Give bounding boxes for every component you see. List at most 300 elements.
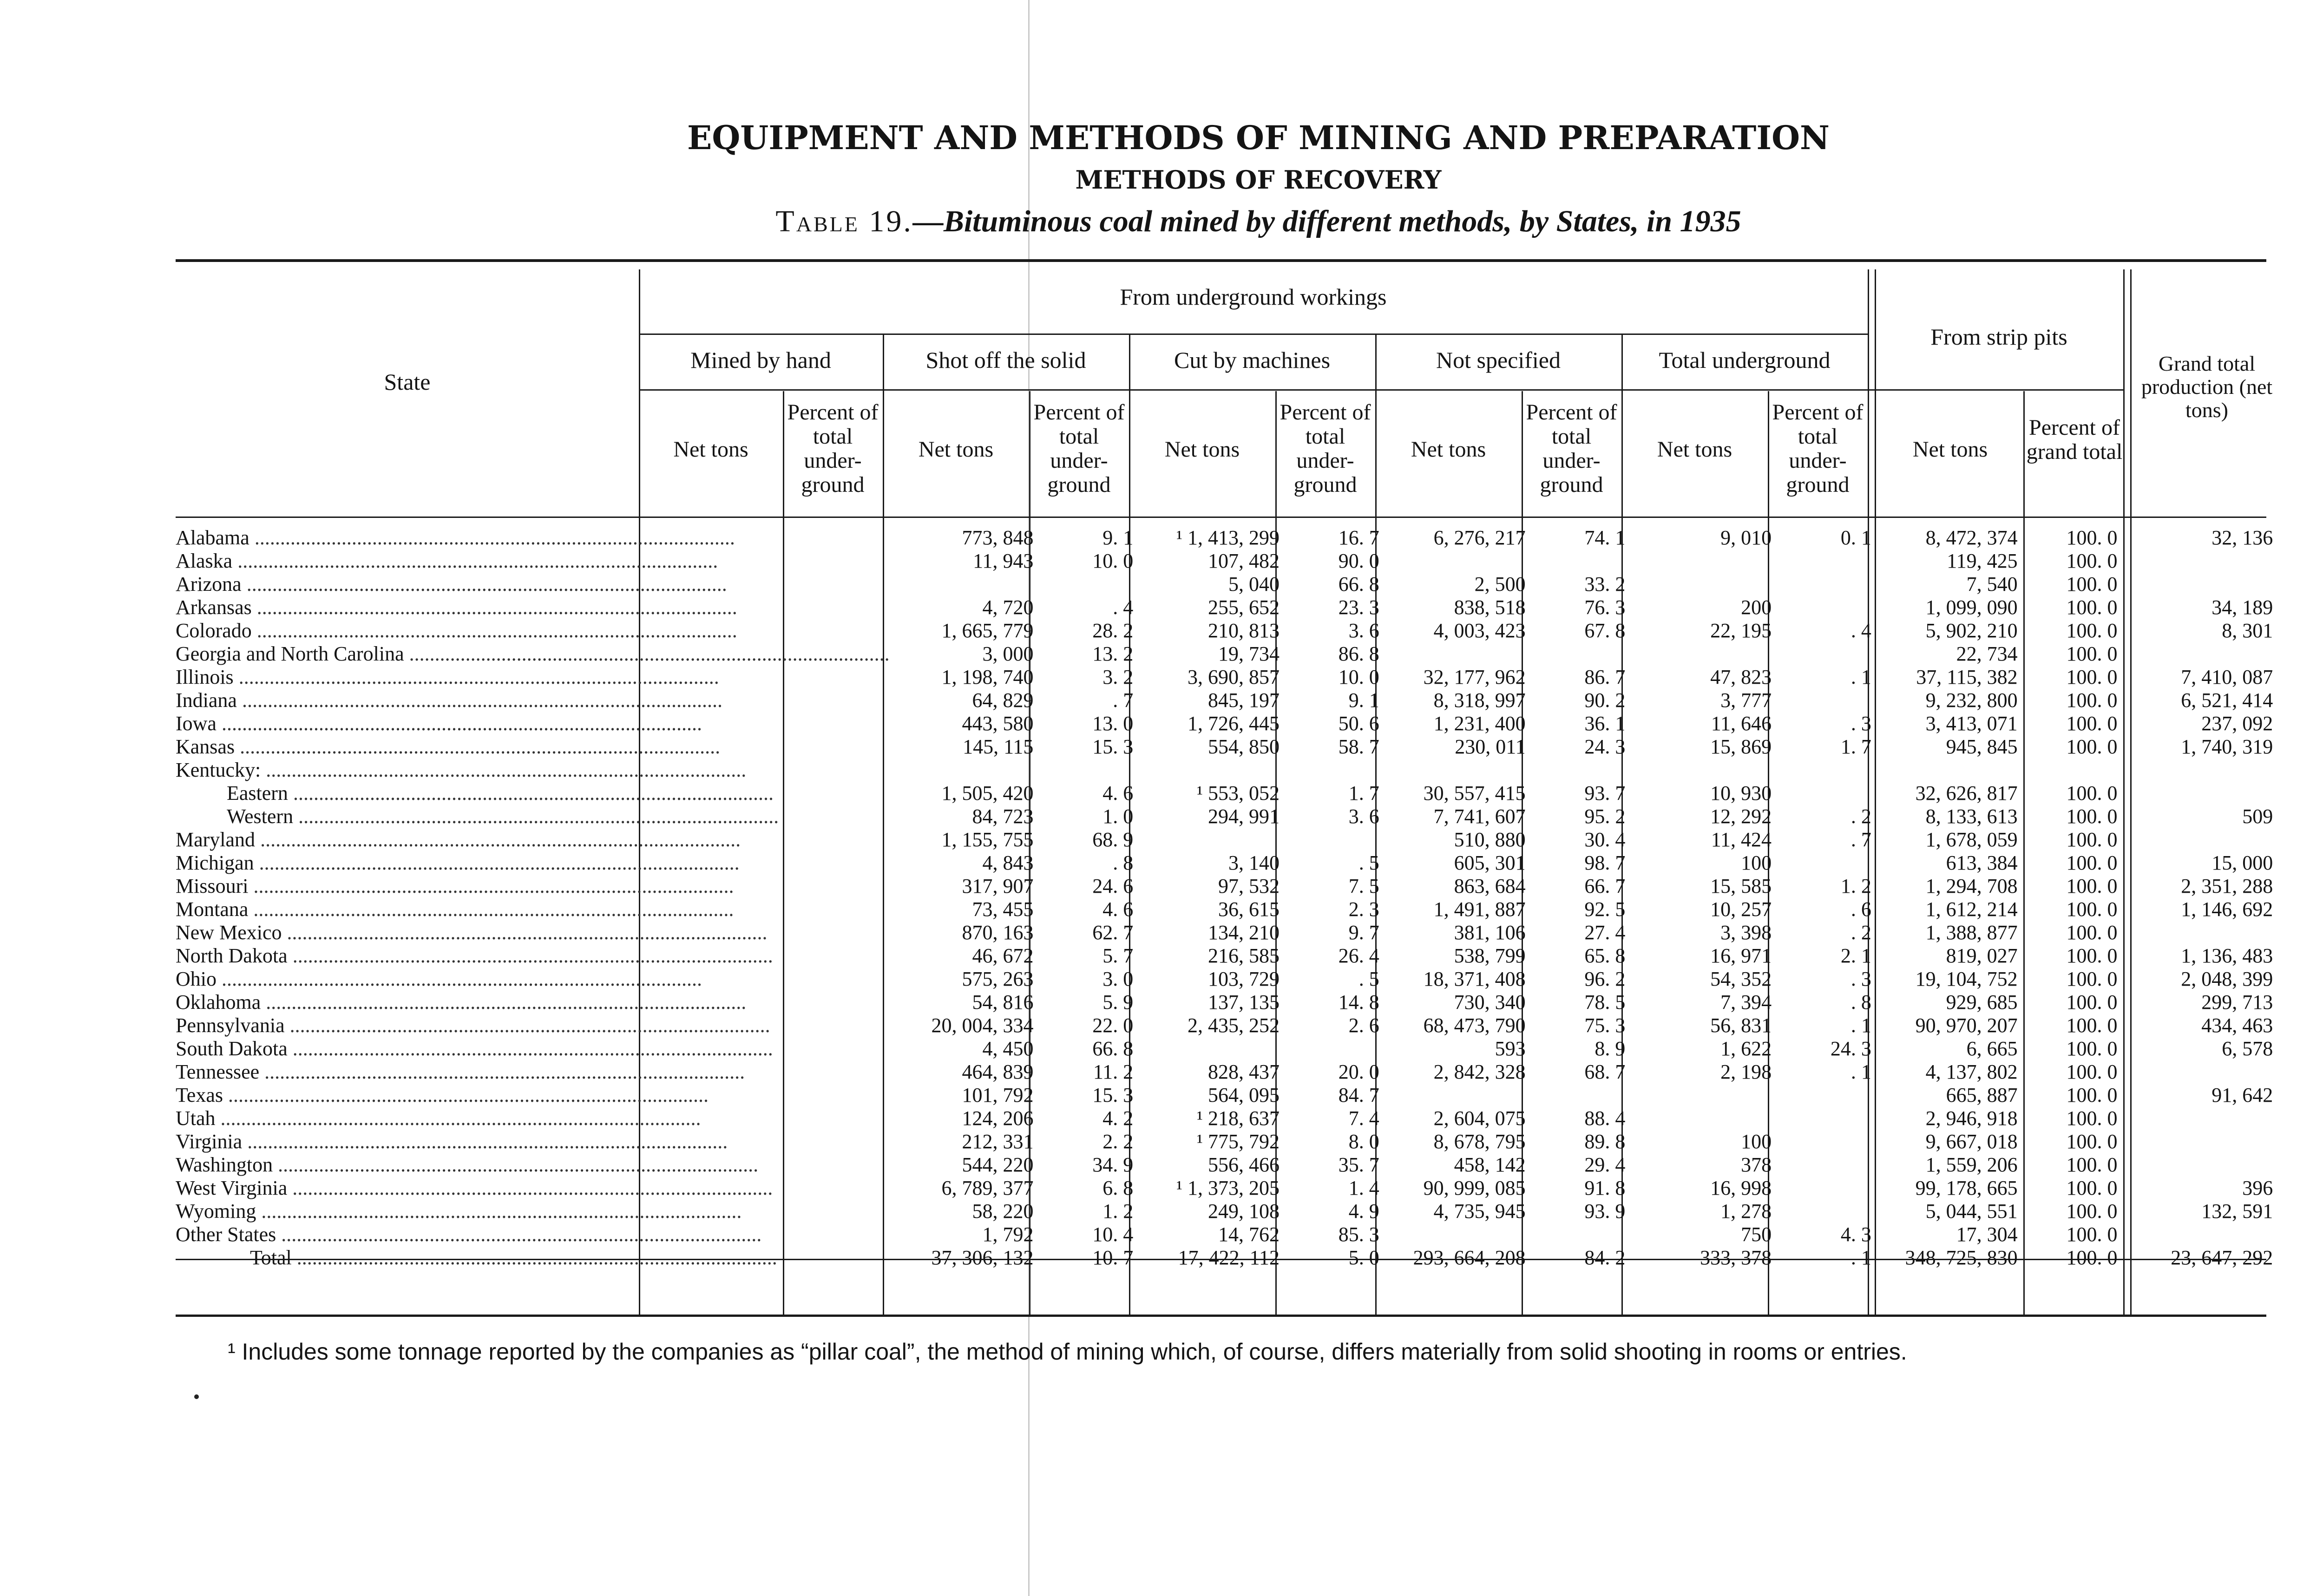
table-row	[176, 619, 2323, 642]
state-name-cell	[176, 944, 890, 968]
table-row	[176, 851, 2323, 875]
table-row	[176, 1223, 2323, 1246]
tons-cell: 1, 726, 445	[1188, 712, 1280, 735]
percent-cell: . 4	[1113, 596, 1134, 619]
tons-cell: 544, 220	[962, 1153, 1034, 1176]
tons-cell: 5, 044, 551	[1925, 1200, 2018, 1223]
tons-cell: 1, 388, 877	[1925, 921, 2018, 944]
tons-cell: 30, 557, 415	[1423, 782, 1526, 805]
percent-cell: 2. 2	[1102, 1130, 1134, 1153]
page-subheading: METHODS OF RECOVERY	[1075, 165, 1442, 195]
table-row	[176, 1153, 2323, 1177]
tons-cell: 11, 424	[1711, 828, 1772, 851]
state-name: Texas	[176, 1084, 223, 1106]
percent-cell: 11. 2	[1093, 1060, 1134, 1083]
percent-cell: 8. 0	[1348, 1130, 1379, 1153]
tons-cell: 2, 351, 288	[2181, 875, 2273, 897]
percent-cell	[1526, 759, 1626, 782]
percent-cell	[1772, 549, 1871, 573]
percent-cell	[1033, 759, 1133, 782]
percent-cell	[2273, 944, 2323, 968]
tons-cell	[1625, 1084, 1772, 1107]
leader-dots: ..............................................................................................	[291, 1246, 777, 1269]
tons-cell: 8, 318, 997	[1433, 689, 1526, 712]
percent-cell: 9. 7	[1348, 921, 1379, 944]
leader-dots: ..............................................................................................	[261, 759, 747, 781]
table-row	[176, 828, 2323, 851]
tons-cell: 255, 652	[1208, 596, 1280, 619]
state-name-cell	[176, 526, 890, 549]
tons-cell: 46, 672	[972, 944, 1034, 967]
tons-cell: 20, 004, 334	[931, 1014, 1034, 1037]
tons-cell: 107, 482	[1208, 549, 1280, 572]
state-name: Western	[227, 805, 294, 828]
percent-cell: 5. 7	[1102, 944, 1134, 967]
percent-cell: . 3	[1851, 712, 1871, 735]
percent-cell: 78. 5	[1584, 991, 1626, 1014]
state-name: Iowa	[176, 712, 217, 735]
header-bottom-rule	[176, 517, 2266, 518]
tons-cell: 6, 665	[1966, 1037, 2018, 1060]
percent-cell: 15. 3	[1092, 1084, 1134, 1106]
tons-cell	[1379, 759, 1526, 782]
tons-cell: ¹ 1, 413, 299	[1176, 526, 1280, 549]
tons-cell: 3, 777	[1720, 689, 1772, 712]
not-specified-header: Not specified	[1436, 347, 1561, 373]
percent-cell	[2273, 1223, 2323, 1246]
leader-dots: ..............................................................................................	[287, 944, 773, 967]
tons-cell: 101, 792	[962, 1084, 1034, 1106]
table-bottom-rule	[176, 1315, 2266, 1317]
percent-cell: 100. 0	[2066, 1153, 2118, 1176]
percent-cell	[2273, 666, 2323, 689]
percent-header: Percent of total under- ground	[1033, 400, 1125, 497]
leader-dots: ..............................................................................................	[241, 573, 727, 595]
tons-cell	[890, 759, 1034, 782]
percent-cell	[1280, 759, 1379, 782]
percent-cell: 13. 2	[1092, 642, 1134, 665]
tons-cell: 91, 642	[2211, 1084, 2273, 1106]
tons-cell: 317, 907	[962, 875, 1034, 897]
tons-cell: 1, 146, 692	[2181, 898, 2273, 921]
state-name: Arkansas	[176, 596, 252, 619]
tons-cell: 18, 371, 408	[1423, 968, 1526, 990]
tons-cell: 593	[1495, 1037, 1526, 1060]
table-row	[176, 782, 2323, 805]
tons-cell: 119, 425	[1947, 549, 2018, 572]
percent-cell	[2273, 759, 2323, 782]
tons-cell: 378	[1741, 1153, 1772, 1176]
percent-cell	[2273, 1130, 2323, 1153]
table-row	[176, 968, 2323, 991]
tons-cell: 575, 263	[962, 968, 1034, 990]
tons-cell: 7, 741, 607	[1433, 805, 1526, 828]
tons-cell: 5, 902, 210	[1925, 619, 2018, 642]
percent-cell: 100. 0	[2066, 898, 2118, 921]
tons-cell: 7, 540	[1966, 573, 2018, 595]
tons-cell: 1, 678, 059	[1925, 828, 2018, 851]
state-name: Colorado	[176, 619, 252, 642]
tons-cell: 750	[1741, 1223, 1772, 1246]
net-tons-header: Net tons	[673, 437, 748, 462]
percent-cell: 24. 3	[1584, 735, 1626, 758]
tons-cell: 293, 664, 208	[1413, 1246, 1526, 1269]
percent-cell: 100. 0	[2066, 573, 2118, 595]
percent-cell: 100. 0	[2066, 712, 2118, 735]
percent-cell: 7. 4	[1348, 1107, 1379, 1130]
grand-total-header: Grand total production (net tons)	[2141, 352, 2273, 422]
tons-cell: 210, 813	[1208, 619, 1280, 642]
percent-cell	[1772, 642, 1871, 666]
tons-cell: 90, 970, 207	[1915, 1014, 2018, 1037]
percent-cell: . 2	[1851, 921, 1871, 944]
state-name: Alaska	[176, 549, 233, 572]
leader-dots: ..............................................................................................	[404, 642, 890, 665]
percent-cell: 100. 0	[2066, 991, 2118, 1014]
leader-dots: ..............................................................................................	[261, 991, 747, 1014]
tons-cell	[2117, 828, 2273, 851]
tons-cell	[1625, 1107, 1772, 1130]
tons-cell	[1871, 759, 2018, 782]
tons-cell	[1625, 573, 1772, 596]
tons-cell: 9, 232, 800	[1925, 689, 2018, 712]
tons-cell: 99, 178, 665	[1915, 1177, 2018, 1199]
percent-cell	[1772, 1107, 1871, 1130]
percent-cell: . 2	[1851, 805, 1871, 828]
tons-cell: 22, 734	[1956, 642, 2018, 665]
percent-cell	[2273, 1014, 2323, 1037]
percent-cell: 90. 0	[1338, 549, 1379, 572]
percent-cell: 86. 8	[1338, 642, 1379, 665]
percent-cell: 58. 7	[1338, 735, 1379, 758]
percent-cell	[2018, 759, 2118, 782]
percent-cell: 100. 0	[2066, 968, 2118, 990]
state-name: Arizona	[176, 573, 242, 595]
tons-cell	[1133, 828, 1280, 851]
total-underground-header: Total underground	[1659, 347, 1831, 373]
percent-cell: 9. 1	[1102, 526, 1134, 549]
percent-cell	[2273, 1037, 2323, 1060]
leader-dots: ..............................................................................................	[248, 898, 734, 921]
state-name: West Virginia	[176, 1177, 288, 1199]
tons-cell: 200	[1741, 596, 1772, 619]
percent-cell: 85. 3	[1338, 1223, 1379, 1246]
leader-dots: ..............................................................................................	[233, 666, 719, 688]
tons-cell	[890, 573, 1034, 596]
percent-cell: . 8	[1113, 851, 1134, 874]
state-name-cell	[176, 921, 890, 944]
percent-cell	[2273, 875, 2323, 898]
table-row	[176, 921, 2323, 944]
table-row	[176, 596, 2323, 619]
tons-cell: 100	[1741, 851, 1772, 874]
percent-cell	[1526, 549, 1626, 573]
percent-cell: 8. 9	[1595, 1037, 1626, 1060]
tons-cell: 84, 723	[972, 805, 1034, 828]
leader-dots: ..............................................................................................	[259, 1060, 745, 1083]
percent-cell	[2273, 968, 2323, 991]
strip-group-header: From strip pits	[1930, 324, 2067, 350]
percent-cell: 100. 0	[2066, 828, 2118, 851]
coal-by-method-table	[176, 526, 2323, 1269]
tons-cell: 6, 276, 217	[1433, 526, 1526, 549]
state-name: Virginia	[176, 1130, 243, 1153]
tons-cell: 2, 048, 399	[2181, 968, 2273, 990]
percent-cell	[2273, 1177, 2323, 1200]
tons-cell: 17, 304	[1956, 1223, 2018, 1246]
tons-cell: 299, 713	[2201, 991, 2273, 1014]
percent-cell: 100. 0	[2066, 666, 2118, 688]
percent-cell: 24. 6	[1092, 875, 1134, 897]
leader-dots: ..............................................................................................	[251, 596, 737, 619]
percent-cell: . 1	[1851, 1060, 1871, 1083]
percent-cell: 66. 7	[1584, 875, 1626, 897]
tons-cell	[2117, 549, 2273, 573]
tons-cell: 34, 189	[2211, 596, 2273, 619]
percent-cell: 22. 0	[1092, 1014, 1134, 1037]
tons-cell: 64, 829	[972, 689, 1034, 712]
tons-cell: 8, 472, 374	[1925, 526, 2018, 549]
tons-cell: 9, 667, 018	[1925, 1130, 2018, 1153]
percent-cell	[2273, 549, 2323, 573]
percent-cell	[1772, 1084, 1871, 1107]
percent-cell: 100. 0	[2066, 1060, 2118, 1083]
tons-cell: 23, 647, 292	[2171, 1246, 2273, 1269]
state-name-cell	[176, 1060, 890, 1084]
tons-cell: 32, 136	[2211, 526, 2273, 549]
tons-cell: 54, 352	[1710, 968, 1772, 990]
state-name-cell	[176, 1037, 890, 1060]
percent-cell: 0. 1	[1840, 526, 1871, 549]
leader-dots: ..............................................................................................	[217, 968, 702, 990]
percent-cell: 100. 0	[2066, 642, 2118, 665]
percent-cell: 1. 2	[1102, 1200, 1134, 1223]
percent-cell	[1772, 573, 1871, 596]
state-name-cell	[176, 735, 890, 759]
tons-cell: 665, 887	[1946, 1084, 2018, 1106]
tons-cell: 458, 142	[1454, 1153, 1526, 1176]
leader-dots: ..............................................................................................	[232, 549, 718, 572]
tons-cell: 464, 839	[962, 1060, 1034, 1083]
state-name-cell	[176, 666, 890, 689]
percent-cell: 5. 0	[1348, 1246, 1379, 1269]
tons-cell: 68, 473, 790	[1423, 1014, 1526, 1037]
percent-cell: . 5	[1358, 851, 1379, 874]
state-name-cell	[176, 619, 890, 642]
percent-cell: . 5	[1358, 968, 1379, 990]
state-name-cell	[176, 642, 890, 666]
percent-cell: 5. 9	[1102, 991, 1134, 1014]
tons-cell: 773, 848	[962, 526, 1034, 549]
state-name: Georgia and North Carolina	[176, 642, 404, 665]
tons-cell: 54, 816	[972, 991, 1034, 1014]
tons-cell	[1379, 1084, 1526, 1107]
percent-cell: 65. 8	[1584, 944, 1626, 967]
percent-cell: 92. 5	[1584, 898, 1626, 921]
percent-cell: 100. 0	[2066, 1037, 2118, 1060]
tons-cell: 22, 195	[1710, 619, 1772, 642]
tons-cell: 294, 991	[1208, 805, 1280, 828]
state-name: New Mexico	[176, 921, 282, 944]
state-name-cell	[176, 573, 890, 596]
percent-cell: 96. 2	[1584, 968, 1626, 990]
state-name-cell	[176, 1107, 890, 1130]
percent-cell: 75. 3	[1584, 1014, 1626, 1037]
tons-cell	[2117, 782, 2273, 805]
percent-cell: 36. 1	[1584, 712, 1626, 735]
table-row	[176, 1084, 2323, 1107]
state-name: Utah	[176, 1107, 216, 1130]
tons-cell: 554, 850	[1208, 735, 1280, 758]
table-row	[176, 805, 2323, 828]
percent-cell	[2273, 1060, 2323, 1084]
table-row	[176, 642, 2323, 666]
percent-cell: 4. 3	[1840, 1223, 1871, 1246]
percent-cell	[2273, 573, 2323, 596]
percent-grand-header: Percent of grand total	[2026, 415, 2123, 464]
tons-cell: 929, 685	[1946, 991, 2018, 1014]
tons-cell: 3, 413, 071	[1925, 712, 2018, 735]
state-name: Maryland	[176, 828, 256, 851]
state-name-cell	[176, 712, 890, 735]
state-name: Wyoming	[176, 1200, 256, 1223]
percent-cell	[1526, 1223, 1626, 1246]
tons-cell	[2117, 1107, 2273, 1130]
leader-dots: ..............................................................................................	[282, 921, 768, 944]
table-caption	[0, 201, 2323, 242]
state-name-cell	[176, 898, 890, 921]
leader-dots: ..............................................................................................	[273, 1153, 759, 1176]
tons-cell: 8, 678, 795	[1433, 1130, 1526, 1153]
percent-header: Percent of total under- ground	[1772, 400, 1864, 497]
table-footnote: ¹ Includes some tonnage reported by the companies as “pillar coal”, the method of mining which, of course, differs materially from solid shooting in rooms or entries.	[228, 1339, 1907, 1365]
state-name: Illinois	[176, 666, 234, 688]
tons-cell: 134, 210	[1208, 921, 1280, 944]
state-name: Indiana	[176, 689, 237, 712]
table-row	[176, 875, 2323, 898]
tons-cell: 1, 491, 887	[1433, 898, 1526, 921]
percent-cell	[1772, 1153, 1871, 1177]
state-name: Eastern	[227, 782, 288, 805]
state-name-cell	[176, 596, 890, 619]
percent-cell: 100. 0	[2066, 944, 2118, 967]
table-row	[176, 735, 2323, 759]
tons-cell: 4, 003, 423	[1433, 619, 1526, 642]
percent-cell: 27. 4	[1584, 921, 1626, 944]
tons-cell: ¹ 1, 373, 205	[1176, 1177, 1280, 1199]
tons-cell: 32, 626, 817	[1915, 782, 2018, 805]
percent-cell: 100. 0	[2066, 805, 2118, 828]
percent-cell	[1772, 1200, 1871, 1223]
state-name-cell	[176, 1223, 890, 1246]
total-row	[176, 1246, 2323, 1269]
percent-cell: 4. 6	[1102, 782, 1134, 805]
leader-dots: ..............................................................................................	[254, 851, 740, 874]
state-name-cell	[176, 689, 890, 712]
table-row	[176, 1177, 2323, 1200]
state-name-cell	[176, 851, 890, 875]
state-name-cell	[176, 782, 890, 805]
tons-cell	[1379, 1223, 1526, 1246]
net-tons-header: Net tons	[1912, 437, 1988, 462]
tons-cell: 249, 108	[1208, 1200, 1280, 1223]
state-name-cell	[176, 549, 890, 573]
tons-cell: 11, 943	[973, 549, 1034, 572]
tons-cell: 4, 720	[982, 596, 1034, 619]
state-name-cell	[176, 1084, 890, 1107]
tons-cell: 19, 104, 752	[1915, 968, 2018, 990]
tons-cell: 2, 435, 252	[1188, 1014, 1280, 1037]
tons-cell: 90, 999, 085	[1423, 1177, 1526, 1199]
cut-by-machines-header: Cut by machines	[1174, 347, 1331, 373]
percent-cell: 1. 0	[1102, 805, 1134, 828]
percent-cell	[2273, 1107, 2323, 1130]
leader-dots: ..............................................................................................	[223, 1084, 709, 1106]
tons-cell	[1133, 1037, 1280, 1060]
state-name-cell	[176, 805, 890, 828]
tons-cell: 3, 140	[1228, 851, 1280, 874]
percent-cell: 100. 0	[2066, 1130, 2118, 1153]
percent-cell: 4. 6	[1102, 898, 1134, 921]
percent-cell: 3. 0	[1102, 968, 1134, 990]
table-row	[176, 712, 2323, 735]
tons-cell	[2117, 759, 2273, 782]
tons-cell: 15, 869	[1710, 735, 1772, 758]
state-name-cell	[176, 1177, 890, 1200]
percent-cell	[1280, 1037, 1379, 1060]
percent-cell	[1772, 782, 1871, 805]
tons-cell: 2, 946, 918	[1925, 1107, 2018, 1130]
percent-cell: 7. 5	[1348, 875, 1379, 897]
tons-cell: 7, 410, 087	[2181, 666, 2273, 688]
percent-cell	[1526, 1084, 1626, 1107]
tons-cell: 7, 394	[1720, 991, 1772, 1014]
percent-cell: 26. 4	[1338, 944, 1379, 967]
tons-cell: 1, 231, 400	[1433, 712, 1526, 735]
table-row	[176, 666, 2323, 689]
tons-cell: 1, 740, 319	[2181, 735, 2273, 758]
percent-cell: 4. 2	[1102, 1107, 1134, 1130]
percent-cell: 9. 1	[1348, 689, 1379, 712]
percent-cell: 100. 0	[2066, 596, 2118, 619]
percent-cell: 10. 0	[1338, 666, 1379, 688]
state-name: Alabama	[176, 526, 249, 549]
percent-cell: 13. 0	[1092, 712, 1134, 735]
percent-cell: 84. 2	[1584, 1246, 1626, 1269]
percent-cell: 100. 0	[2066, 526, 2118, 549]
percent-header: Percent of total under- ground	[1526, 400, 1617, 497]
percent-cell	[1772, 851, 1871, 875]
tons-cell: 37, 306, 132	[931, 1246, 1034, 1269]
table-row	[176, 1060, 2323, 1084]
tons-cell: 100	[1741, 1130, 1772, 1153]
percent-cell	[2273, 1246, 2323, 1269]
tons-cell: 73, 455	[972, 898, 1034, 921]
percent-cell	[2273, 851, 2323, 875]
tons-cell: 17, 422, 112	[1178, 1246, 1280, 1269]
tons-cell: 1, 792	[982, 1223, 1034, 1246]
table-row	[176, 526, 2323, 549]
percent-cell: . 7	[1113, 689, 1134, 712]
tons-cell: 510, 880	[1454, 828, 1526, 851]
tons-cell: 8, 301	[2222, 619, 2273, 642]
tons-cell: 124, 206	[962, 1107, 1034, 1130]
percent-cell: 100. 0	[2066, 735, 2118, 758]
net-tons-header: Net tons	[918, 437, 994, 462]
tons-cell: 3, 000	[982, 642, 1034, 665]
percent-cell: 1. 2	[1840, 875, 1871, 897]
shot-off-solid-header: Shot off the solid	[925, 347, 1086, 373]
